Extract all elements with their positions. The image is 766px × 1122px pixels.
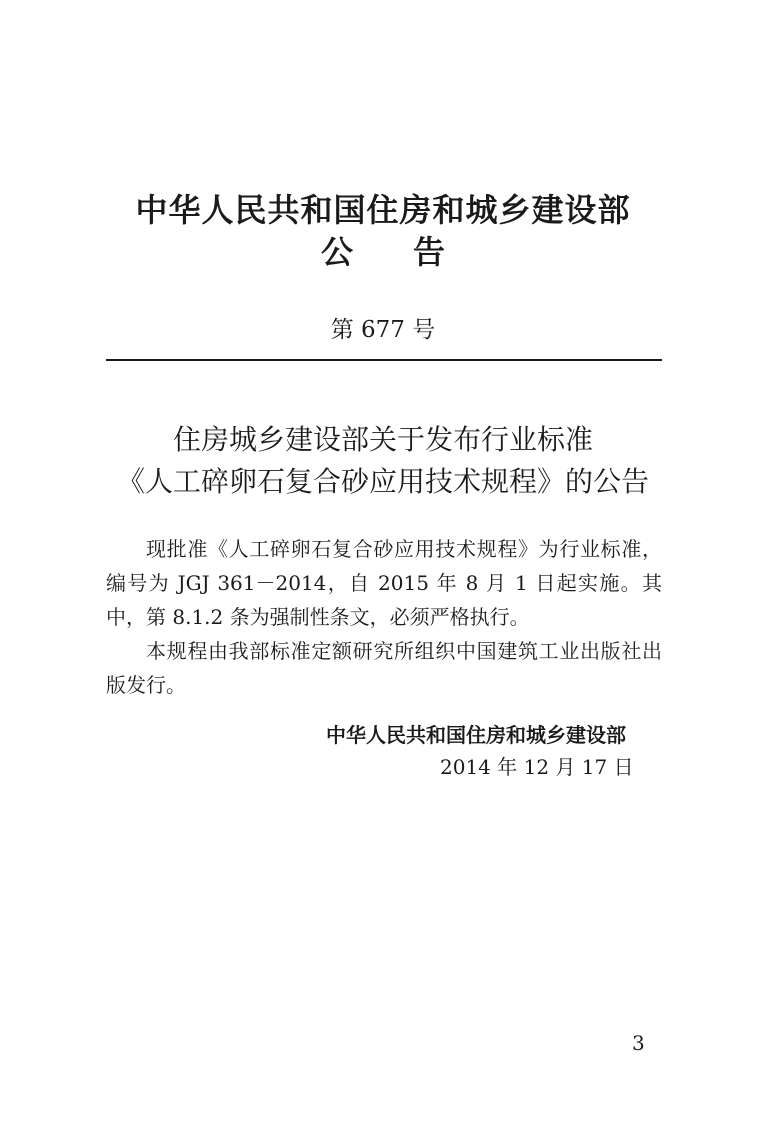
page-number: 3 <box>632 1031 645 1055</box>
body-paragraph-1: 现批准《人工碎卵石复合砂应用技术规程》为行业标准，编号为 JGJ 361－2014，自 2015 年 8 月 1 日起实施。其中，第 8.1.2 条为强制性条文，必须严格执行。 <box>106 537 662 629</box>
issue-date: 2014 年 12 月 17 日 <box>440 755 634 779</box>
subject-title-line-1: 住房城乡建设部关于发布行业标准 <box>172 423 593 456</box>
ministry-title: 中华人民共和国住房和城乡建设部 <box>135 191 631 229</box>
notice-heading: 公告 <box>320 233 505 271</box>
subject-title-line-2: 《人工碎卵石复合砂应用技术规程》的公告 <box>116 465 649 498</box>
body-paragraph-2: 本规程由我部标准定额研究所组织中国建筑工业出版社出版发行。 <box>106 639 662 697</box>
notice-number: 第 677 号 <box>330 317 436 343</box>
issuer-signature: 中华人民共和国住房和城乡建设部 <box>326 723 626 747</box>
header-divider <box>106 359 662 361</box>
